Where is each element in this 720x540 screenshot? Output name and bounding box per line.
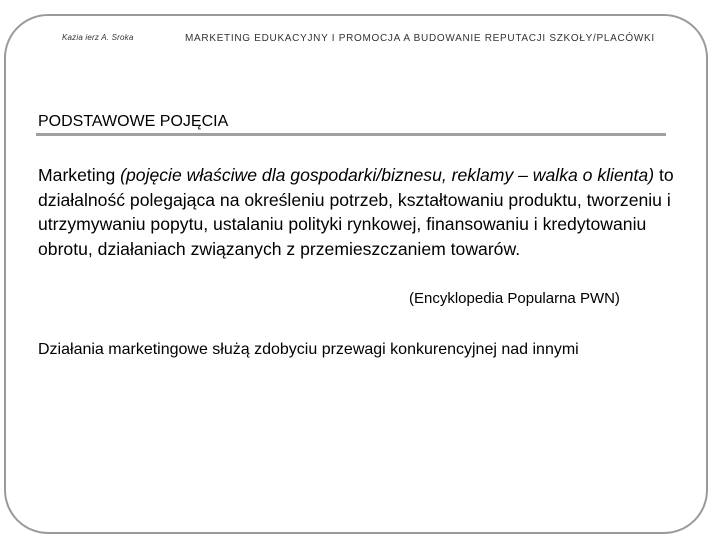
definition-term: Marketing [38,165,116,185]
citation: (Encyklopedia Popularna PWN) [409,290,620,307]
definition-note: (pojęcie właściwe dla gospodarki/biznesu, reklamy – walka o klienta) [115,165,655,185]
closing-statement: Działania marketingowe służą zdobyciu przewagi konkurencyjnej nad innymi [38,341,579,358]
slide-frame [4,14,708,534]
author-label: Kazia ierz A. Sroka [62,33,134,42]
section-title: PODSTAWOWE POJĘCIA [38,113,229,130]
divider [36,133,666,136]
definition-text: to działalność polegająca na określeniu potrzeb, kształtowaniu produktu, tworzeniu i utrzymywaniu popytu, ustalaniu polityki rynkowej, finansowaniu i kredytowaniu obrotu, działaniach związanych z przemieszczaniem towarów. [38,165,674,259]
header-title: MARKETING EDUKACYJNY I PROMOCJA A BUDOWANIE REPUTACJI SZKOŁY/PLACÓWKI [185,33,655,44]
definition-paragraph [38,163,678,261]
